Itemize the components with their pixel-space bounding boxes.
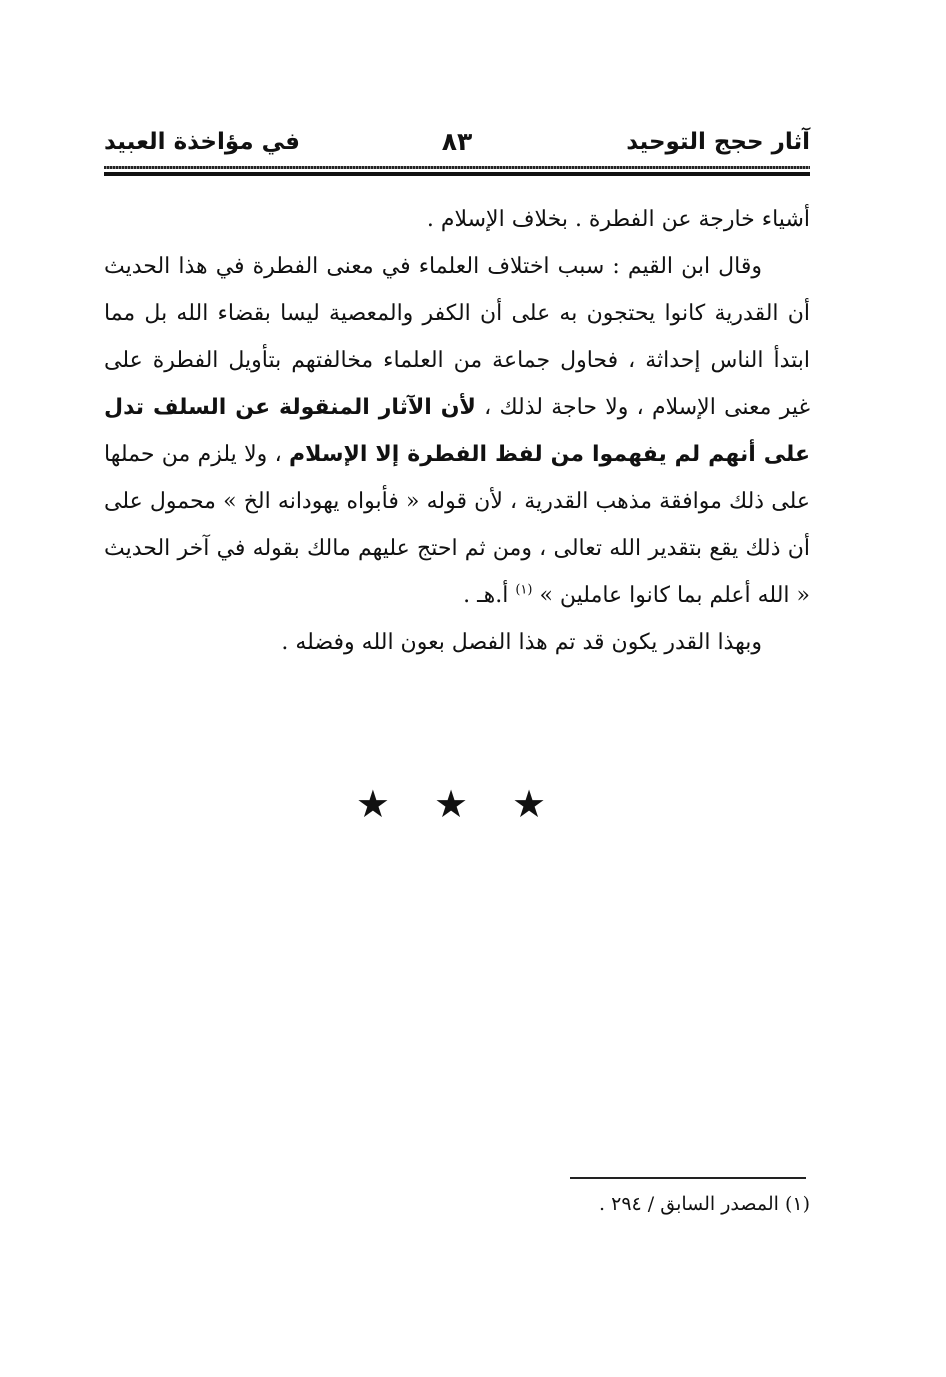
footnote-text: (١) المصدر السابق / ٢٩٤ . bbox=[599, 1193, 810, 1215]
header-book-title: آثار حجج التوحيد bbox=[626, 129, 810, 155]
main-text bbox=[104, 196, 810, 666]
paragraph-text: وقال ابن القيم : سبب اختلاف العلماء في معنى الفطرة في هذا الحديث أن القدرية كانوا يحتجون به على أن الكفر والمعصية ليسا بقضاء الله بل مما ابتدأ الناس إحداثة ، فحاول جماعة من العلماء مخالفتهم بتأويل الفطرة على غير معنى الإسلام ، ولا حاجة لذلك ، bbox=[104, 254, 811, 420]
star-icon: ★ bbox=[512, 782, 591, 826]
running-header bbox=[104, 124, 810, 160]
paragraph-ibn-alqayyim bbox=[104, 243, 810, 619]
page-number: ٨٣ bbox=[441, 127, 473, 156]
paragraph-closing bbox=[104, 619, 810, 666]
paragraph-text: وبهذا القدر يكون قد تم هذا الفصل بعون الله وفضله . bbox=[281, 630, 762, 655]
footnote-reference[interactable]: (١) bbox=[515, 582, 533, 598]
paragraph-continuation bbox=[104, 196, 810, 243]
header-divider-rule bbox=[104, 166, 810, 178]
header-rule-thick bbox=[104, 172, 810, 176]
paragraph-text: ، ولا يلزم من حملها على ذلك موافقة مذهب القدرية ، لأن قوله « فأبواه يهودانه الخ » محمول على أن ذلك يقع بتقدير الله تعالى ، ومن ثم احتج عليهم مالك بقوله في آخر الحديث « الله أعلم بما كانوا عاملين » bbox=[104, 442, 810, 608]
emphasized-text: لأن الآثار المنقولة عن السلف تدل على أنهم لم يفهموا من لفظ الفطرة إلا الإسلام bbox=[104, 395, 810, 467]
header-section-title: في مؤاخذة العبيد bbox=[104, 129, 300, 155]
footnote-separator bbox=[570, 1177, 806, 1179]
header-rule-thin bbox=[104, 166, 810, 169]
paragraph-text: أ.هـ . bbox=[463, 583, 516, 608]
footnote bbox=[104, 1186, 810, 1222]
paragraph-text: أشياء خارجة عن الفطرة . بخلاف الإسلام . bbox=[426, 207, 810, 232]
section-divider-stars bbox=[0, 776, 946, 832]
star-icon: ★ bbox=[433, 782, 513, 826]
star-icon: ★ bbox=[355, 782, 434, 826]
